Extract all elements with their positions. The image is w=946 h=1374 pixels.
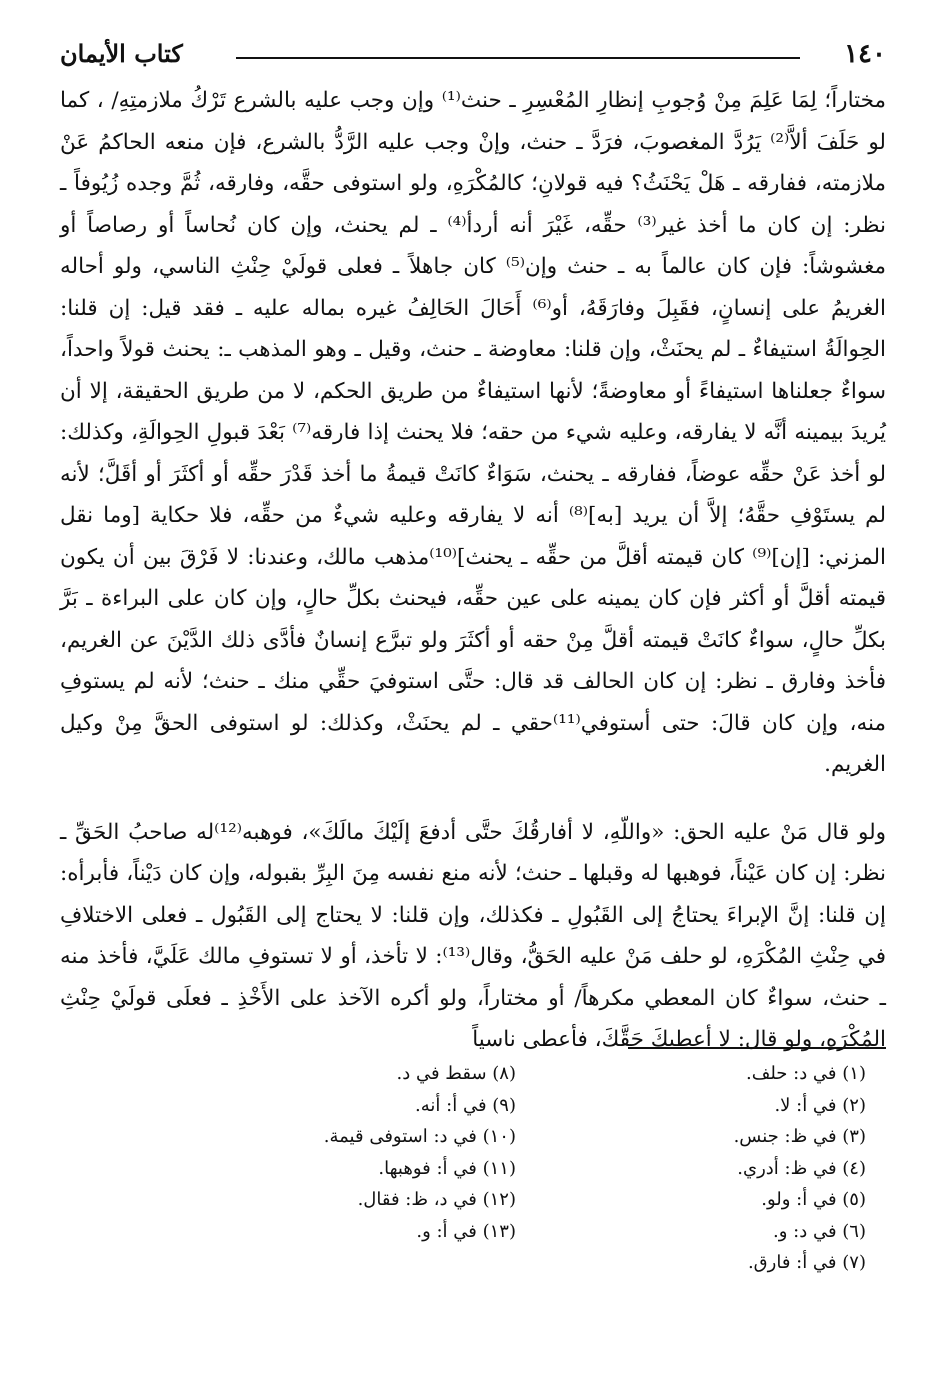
footnote: (١) في د: حلف. <box>745 1063 866 1084</box>
footnote: (٦) في د: و. <box>773 1220 866 1242</box>
footnote: (١١) في أ: فوهبها. <box>378 1157 516 1179</box>
footnote: (٨) سقط في د. <box>396 1063 516 1084</box>
header-rule <box>236 57 800 59</box>
footnote: (٢) في أ: لا. <box>774 1094 866 1116</box>
footnote: (١٠) في د: استوفى قيمة. <box>323 1126 516 1147</box>
footnote: (١٢) في د، ظ: فقال. <box>357 1189 516 1210</box>
paragraph: ولو قال مَنْ عليه الحق: «واللّهِ، لا أفارقُكَ حتَّى أدفعَ إلَيْكَ مالَكَ»، فوهبه⁽¹²⁾له صاحبُ الحَقِّ ـ نظر: إن كان عَيْناً، فوهبها له وقبلها ـ حنث؛ لأنه منع نفسه مِنَ البِرِّ بقبوله، وإن كان دَيْناً، فأبرأه: إن قلنا: إنَّ الإبراءَ يحتاجُ إلى القَبُولِ ـ فكذلك، وإن قلنا: لا يحتاج إلى القَبُول ـ فعلى الاختلافِ في حِنْثِ المُكْرَهِ، لو حلف مَنْ عليه الحَقُّ، وقال⁽¹³⁾: لا تأخذ، أو لا تستوفِ مالك عَلَيَّ، فأخذ منه ـ حنث، سواءٌ كان المعطي مكرهاً/ أو مختاراً، ولو أكره الآخذ على الأَخْذِ ـ فعلَى قولَيْ حِنْثِ المُكْرَهِ، ولو قال: لا أعطيكَ حَقَّكَ، فأعطى ناسياً <box>60 819 887 1052</box>
footnote-separator <box>628 1047 886 1049</box>
footnote: (٥) في أ: ولو. <box>761 1189 866 1210</box>
paragraph: مختاراً؛ لِمَا عَلِمَ مِنْ وُجوبِ إنظارِ المُعْسِرِ ـ حنث⁽¹⁾ وإن وجب عليه بالشرع تَرْكُ ملازمتِهِ/ ، كما لو حَلَفَ ألاَّ⁽²⁾ يَرُدَّ المغصوبَ، فرَدَّ ـ حنث، وإنْ وجب عليه الرَّدُّ بالشرع، فإن منعه الحاكمُ عَنْ ملازمته، ففارقه ـ هَلْ يَحْنَثُ؟ فيه قولانِ؛ كالمُكْرَهِ، ولو استوفى حقَّه، وفارقه، ثُمَّ وجده زُيُوفاً ـ نظر: إن كان ما أخذ غير⁽³⁾ حقِّه، غَيْرَ أنه أردأ⁽⁴⁾ ـ لم يحنث، وإن كان نُحاساً أو رصاصاً أو مغشوشاً: فإن كان عالماً به ـ حنث وإن⁽⁵⁾ كان جاهلاً ـ فعلى قولَيْ حِنْثِ الناسي، ولو أحاله الغريمُ على إنسانٍ، فقَبِلَ وفارَقَهُ، أو⁽⁶⁾ أَحَالَ الحَالِفُ غيره بماله عليه ـ فقد قيل: إن قلنا: الحِوالَةُ استيفاءٌ ـ لم يحنَثْ، وإن قلنا: معاوضة ـ حنث، وقيل ـ وهو المذهب ـ: يحنث قولاً واحداً، سواءٌ جعلناها استيفاءً أو معاوضةً؛ لأنها استيفاءٌ من طريق الحكم، لا من طريق الحقيقة، إلا أن يُريدَ بيمينه أنَّه لا يفارقه، وعليه شيء من حقه؛ فلا يحنث إذا فارقه⁽⁷⁾ بَعْدَ قبولِ الحِوالَةِ، وكذلك: لو أخذ عَنْ حقِّه عوضاً، ففارقه ـ يحنث، سَوَاءٌ كانَتْ قيمةُ ما أخذ قَدْرَ حقِّه أو أكثَرَ أو أقَلَّ؛ لأنه لم يستَوْفِ حقَّهُ؛ إلاَّ أن يريد [به]⁽⁸⁾ أنه لا يفارقه وعليه شيءٌ من حقِّه، فلا حكاية [وما نقل المزني: [إن]⁽⁹⁾ كان قيمته أقلَّ من حقِّه ـ يحنث]⁽¹⁰⁾مذهب مالك، وعندنا: لا فَرْقَ بين أن يكون قيمته أقلَّ أو أكثر فإن كان يمينه على عين حقِّه، فيحنث بكلِّ حالٍ، وإن كان على البراءة ـ بَرَّ بكلِّ حالٍ، سواءٌ كانَتْ قيمته أقلَّ مِنْ حقه أو أكثَرَ ولو تبرَّع إنسانٌ فأدَّى ذلك الدَّيْنَ عن الغريم، فأخذ وفارق ـ نظر: إن كان الحالف قد قال: حتَّى استوفيَ حقِّي منك ـ حنث؛ لأنه لم يستوفِ منه، وإن كان قالَ: حتى أستوفي⁽¹¹⁾حقي ـ لم يحنَثْ، وكذلك: لو استوفى الحقَّ مِنْ وكيل الغريم. <box>60 88 887 777</box>
footnote: (٣) في ظ: جنس. <box>733 1126 866 1147</box>
book-title: كتاب الأيمان <box>60 39 183 68</box>
main-text <box>60 80 886 1061</box>
footnote: (٩) في أ: أنه. <box>415 1094 516 1116</box>
page-number: ١٤٠ <box>844 39 886 69</box>
footnotes-column-right <box>734 1058 866 1279</box>
footnote: (٧) في أ: فارق. <box>747 1252 866 1273</box>
footnotes <box>60 1058 886 1298</box>
page-header <box>60 34 886 74</box>
footnote: (٤) في ظ: أدري. <box>737 1157 866 1179</box>
footnote: (١٣) في أ: و. <box>416 1220 516 1242</box>
footnotes-column-left <box>324 1058 516 1247</box>
